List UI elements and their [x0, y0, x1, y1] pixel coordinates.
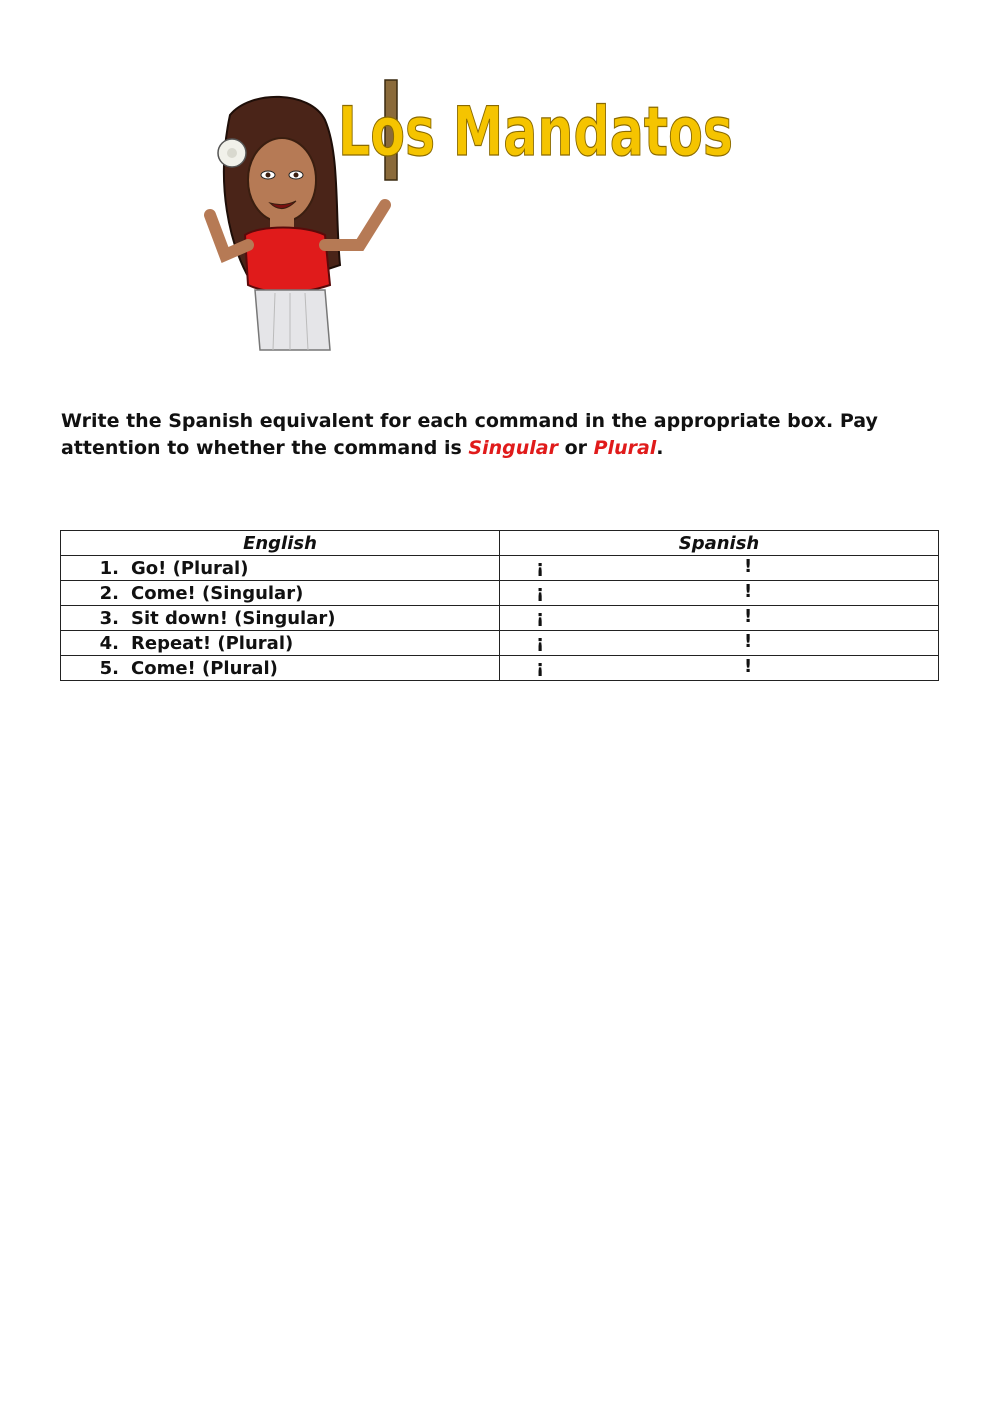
- open-exclamation: ¡: [536, 557, 545, 578]
- english-cell: [61, 631, 500, 656]
- close-exclamation: !: [744, 556, 753, 577]
- open-exclamation: ¡: [536, 632, 545, 653]
- close-exclamation: !: [744, 656, 753, 677]
- header-spanish: Spanish: [500, 531, 939, 556]
- instructions-or: or: [557, 437, 594, 459]
- row-number: 2.: [99, 582, 119, 604]
- english-command: Repeat! (Plural): [131, 632, 294, 654]
- title-wordart: [330, 70, 750, 184]
- table-row: [61, 556, 939, 581]
- english-command: Go! (Plural): [131, 557, 249, 579]
- english-cell: [61, 656, 500, 681]
- row-number: 4.: [99, 632, 119, 654]
- table-row: [61, 581, 939, 606]
- plural-label: Plural: [593, 437, 657, 459]
- close-exclamation: !: [744, 581, 753, 602]
- table-header-row: [61, 531, 939, 556]
- row-number: 3.: [99, 607, 119, 629]
- english-cell: [61, 606, 500, 631]
- close-exclamation: !: [744, 606, 753, 627]
- english-command: Come! (Plural): [131, 657, 278, 679]
- spanish-answer-cell[interactable]: [500, 631, 939, 656]
- singular-label: Singular: [468, 437, 558, 459]
- table-row: [61, 631, 939, 656]
- table-row: [61, 606, 939, 631]
- open-exclamation: ¡: [536, 607, 545, 628]
- instructions-period: .: [656, 437, 664, 459]
- spanish-answer-cell[interactable]: [500, 606, 939, 631]
- instructions: [61, 408, 941, 462]
- commands-table: [60, 530, 939, 681]
- spanish-answer-cell[interactable]: [500, 581, 939, 606]
- english-command: Sit down! (Singular): [131, 607, 336, 629]
- english-cell: [61, 556, 500, 581]
- header-english: English: [61, 531, 500, 556]
- english-cell: [61, 581, 500, 606]
- open-exclamation: ¡: [536, 657, 545, 678]
- table-row: [61, 656, 939, 681]
- row-number: 5.: [99, 657, 119, 679]
- page-title: Los Mandatos: [338, 93, 733, 172]
- english-command: Come! (Singular): [131, 582, 304, 604]
- spanish-answer-cell[interactable]: [500, 656, 939, 681]
- spanish-answer-cell[interactable]: [500, 556, 939, 581]
- open-exclamation: ¡: [536, 582, 545, 603]
- instructions-text: Write the Spanish equivalent for each command in the appropriate box. Pay attention to whether the command is: [61, 410, 878, 459]
- header: [180, 60, 760, 360]
- close-exclamation: !: [744, 631, 753, 652]
- row-number: 1.: [99, 557, 119, 579]
